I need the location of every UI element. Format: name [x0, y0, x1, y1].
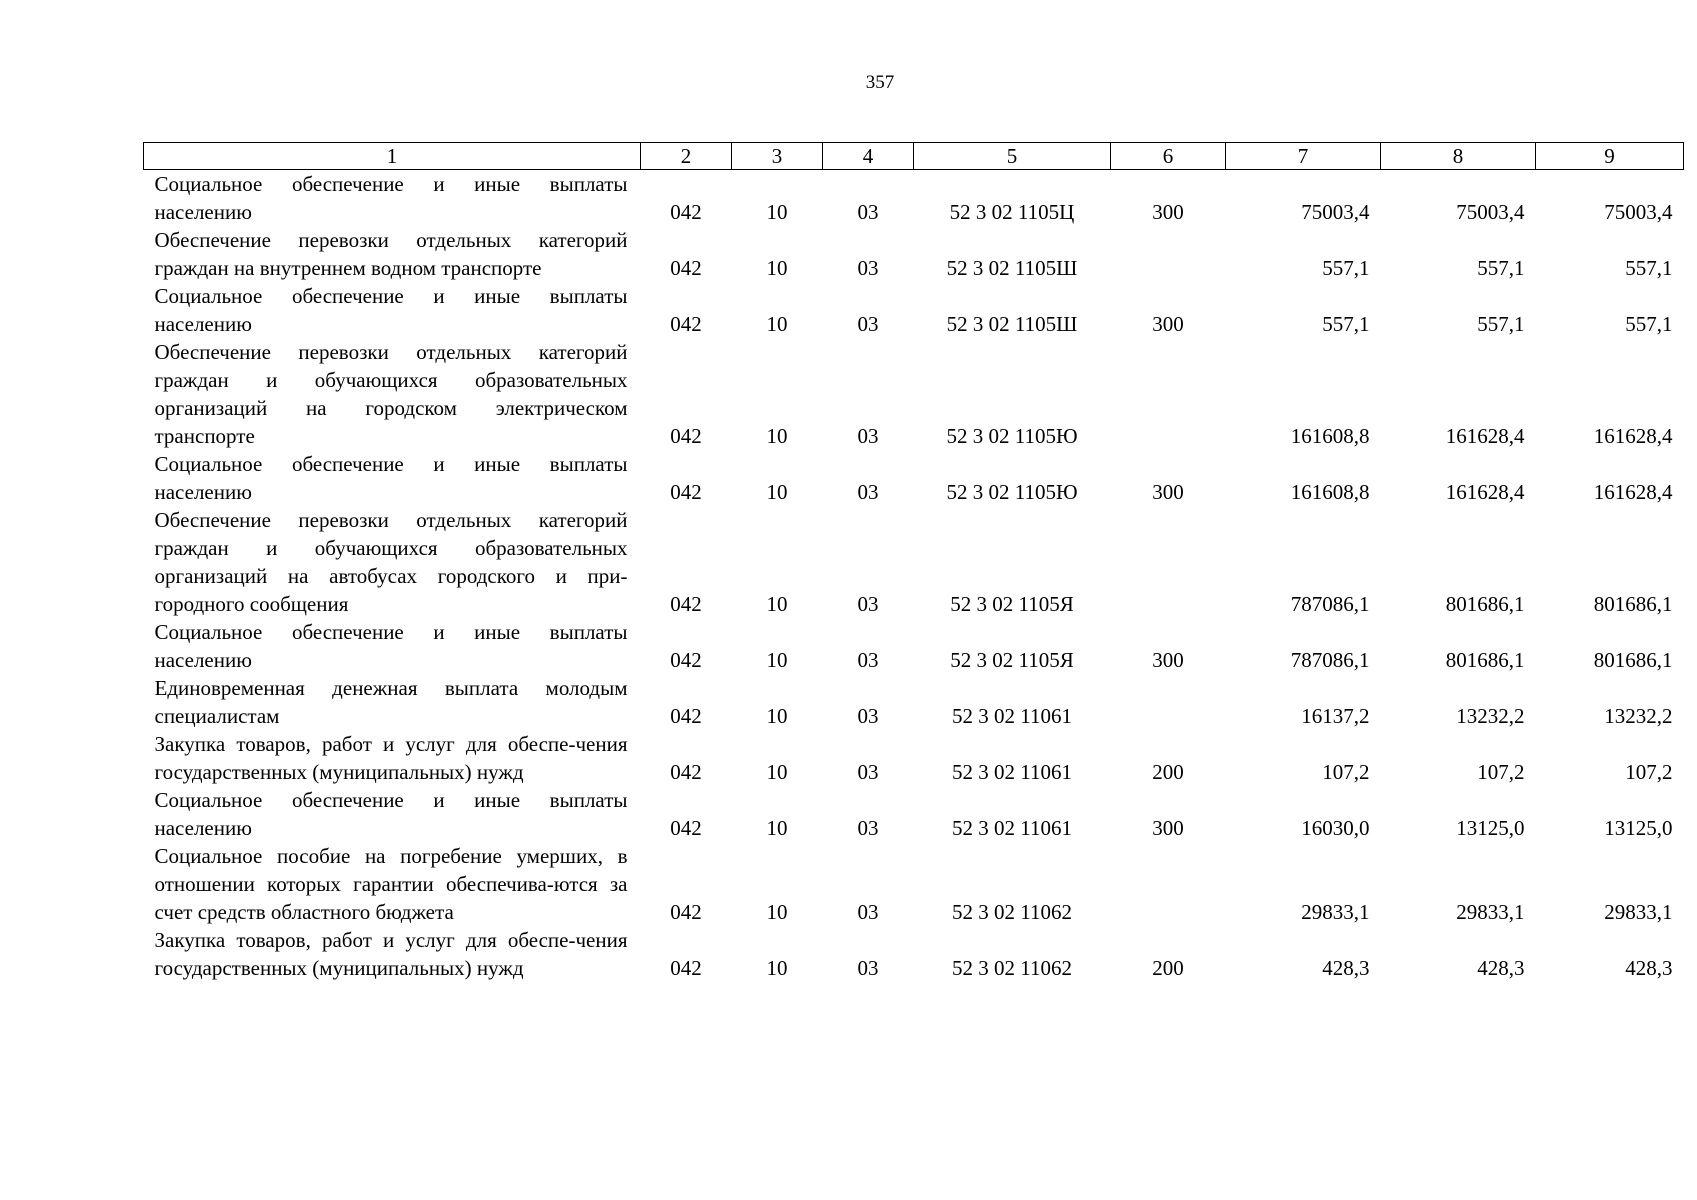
cell-expense-type: [1111, 674, 1226, 730]
cell-subsection: 03: [857, 424, 879, 448]
cell-expense-type: [1111, 842, 1226, 926]
cell-amount-year2: 107,2: [1477, 760, 1525, 784]
row-name: Социальное обеспечение и иные выплаты населению: [154, 452, 628, 504]
row-name: Обеспечение перевозки отдельных категорий граждан и обучающихся образовательных организаций на автобусах городского и при-городного сообщения: [154, 508, 628, 616]
cell-expense-type: [1111, 226, 1226, 282]
cell-section: 10: [766, 200, 788, 224]
table-row: [144, 170, 1684, 227]
cell-section: 10: [766, 760, 788, 784]
cell-subsection: 03: [857, 956, 879, 980]
cell-subsection: 03: [857, 900, 879, 924]
cell-amount-year1: 75003,4: [1301, 200, 1370, 224]
cell-admin-code: 042: [670, 900, 702, 924]
cell-expense-type: [1111, 338, 1226, 450]
table-row: [144, 506, 1684, 618]
header-row: [144, 143, 1684, 170]
page-number: 357: [865, 72, 895, 93]
cell-section: 10: [766, 424, 788, 448]
cell-amount-year2: 428,3: [1477, 956, 1525, 980]
cell-amount-year1: 787086,1: [1290, 648, 1370, 672]
cell-section: 10: [766, 312, 788, 336]
cell-subsection: 03: [857, 648, 879, 672]
cell-amount-year3: 557,1: [1625, 312, 1673, 336]
cell-admin-code: 042: [670, 648, 702, 672]
row-name: Социальное обеспечение и иные выплаты населению: [154, 620, 628, 672]
cell-subsection: 03: [857, 816, 879, 840]
cell-section: 10: [766, 480, 788, 504]
cell-expense-type: 300: [1152, 816, 1184, 840]
cell-target-article: 52 3 02 11061: [952, 704, 1072, 728]
table-row: [144, 730, 1684, 786]
row-name: Социальное обеспечение и иные выплаты населению: [154, 788, 628, 840]
cell-section: 10: [766, 648, 788, 672]
cell-amount-year1: 787086,1: [1290, 592, 1370, 616]
cell-amount-year1: 29833,1: [1301, 900, 1370, 924]
table-body: [144, 170, 1684, 983]
cell-expense-type: 300: [1152, 200, 1184, 224]
table-row: [144, 226, 1684, 282]
row-name: Единовременная денежная выплата молодым специалистам: [154, 676, 628, 728]
cell-admin-code: 042: [670, 256, 702, 280]
cell-amount-year1: 161608,8: [1290, 480, 1370, 504]
cell-subsection: 03: [857, 480, 879, 504]
cell-section: 10: [766, 256, 788, 280]
cell-amount-year3: 13232,2: [1604, 704, 1673, 728]
table-header: [144, 143, 1684, 170]
column-header: 4: [823, 143, 914, 170]
cell-subsection: 03: [857, 256, 879, 280]
table-row: [144, 674, 1684, 730]
cell-section: 10: [766, 816, 788, 840]
cell-section: 10: [766, 592, 788, 616]
cell-target-article: 52 3 02 11061: [952, 816, 1072, 840]
cell-amount-year1: 107,2: [1322, 760, 1370, 784]
cell-amount-year2: 161628,4: [1445, 424, 1525, 448]
cell-target-article: 52 3 02 1105Ю: [946, 424, 1078, 448]
cell-amount-year3: 161628,4: [1593, 424, 1673, 448]
cell-admin-code: 042: [670, 312, 702, 336]
cell-amount-year1: 557,1: [1322, 256, 1370, 280]
cell-target-article: 52 3 02 1105Ц: [949, 200, 1075, 224]
table-row: [144, 842, 1684, 926]
cell-amount-year2: 75003,4: [1456, 200, 1525, 224]
cell-amount-year1: 16137,2: [1301, 704, 1370, 728]
cell-section: 10: [766, 704, 788, 728]
cell-amount-year2: 557,1: [1477, 256, 1525, 280]
table-row: [144, 282, 1684, 338]
cell-subsection: 03: [857, 592, 879, 616]
cell-amount-year3: 75003,4: [1604, 200, 1673, 224]
cell-amount-year3: 801686,1: [1593, 592, 1673, 616]
cell-section: 10: [766, 956, 788, 980]
cell-amount-year2: 557,1: [1477, 312, 1525, 336]
cell-amount-year2: 29833,1: [1456, 900, 1525, 924]
cell-amount-year1: 161608,8: [1290, 424, 1370, 448]
cell-amount-year3: 107,2: [1625, 760, 1673, 784]
column-header: 8: [1381, 143, 1536, 170]
budget-table: [143, 142, 1684, 982]
cell-admin-code: 042: [670, 592, 702, 616]
cell-admin-code: 042: [670, 200, 702, 224]
cell-amount-year2: 801686,1: [1445, 648, 1525, 672]
cell-amount-year3: 161628,4: [1593, 480, 1673, 504]
cell-expense-type: 300: [1152, 480, 1184, 504]
row-name: Социальное пособие на погребение умерших, в отношении которых гарантии обеспечива-ются за счет средств областного бюджета: [154, 844, 628, 924]
cell-target-article: 52 3 02 1105Ш: [946, 256, 1078, 280]
cell-amount-year3: 428,3: [1625, 956, 1673, 980]
cell-admin-code: 042: [670, 704, 702, 728]
table-row: [144, 450, 1684, 506]
cell-amount-year3: 29833,1: [1604, 900, 1673, 924]
column-header: 7: [1226, 143, 1381, 170]
cell-subsection: 03: [857, 200, 879, 224]
cell-amount-year1: 557,1: [1322, 312, 1370, 336]
table-row: [144, 618, 1684, 674]
row-name: Закупка товаров, работ и услуг для обеспе-чения государственных (муниципальных) нужд: [154, 732, 628, 784]
cell-target-article: 52 3 02 11061: [952, 760, 1072, 784]
cell-amount-year1: 16030,0: [1301, 816, 1370, 840]
column-header: 9: [1536, 143, 1684, 170]
row-name: Обеспечение перевозки отдельных категорий граждан и обучающихся образовательных организаций на городском электрическом транспорте: [154, 340, 628, 448]
cell-target-article: 52 3 02 1105Я: [950, 648, 1074, 672]
cell-target-article: 52 3 02 1105Ш: [946, 312, 1078, 336]
cell-expense-type: 200: [1152, 956, 1184, 980]
cell-subsection: 03: [857, 760, 879, 784]
cell-expense-type: 200: [1152, 760, 1184, 784]
cell-admin-code: 042: [670, 816, 702, 840]
cell-amount-year2: 801686,1: [1445, 592, 1525, 616]
cell-admin-code: 042: [670, 760, 702, 784]
cell-admin-code: 042: [670, 956, 702, 980]
column-header: 6: [1111, 143, 1226, 170]
cell-admin-code: 042: [670, 424, 702, 448]
cell-amount-year1: 428,3: [1322, 956, 1370, 980]
cell-amount-year2: 13232,2: [1456, 704, 1525, 728]
cell-target-article: 52 3 02 1105Ю: [946, 480, 1078, 504]
cell-expense-type: 300: [1152, 312, 1184, 336]
column-header: 2: [641, 143, 732, 170]
cell-amount-year2: 161628,4: [1445, 480, 1525, 504]
table-row: [144, 786, 1684, 842]
cell-subsection: 03: [857, 312, 879, 336]
column-header: 3: [732, 143, 823, 170]
cell-amount-year3: 13125,0: [1604, 816, 1673, 840]
cell-target-article: 52 3 02 11062: [952, 956, 1072, 980]
cell-section: 10: [766, 900, 788, 924]
row-name: Социальное обеспечение и иные выплаты населению: [154, 172, 628, 224]
row-name: Закупка товаров, работ и услуг для обеспе-чения государственных (муниципальных) нужд: [154, 928, 628, 980]
row-name: Обеспечение перевозки отдельных категорий граждан на внутреннем водном транспорте: [154, 228, 628, 280]
cell-target-article: 52 3 02 11062: [952, 900, 1072, 924]
cell-admin-code: 042: [670, 480, 702, 504]
table-row: [144, 338, 1684, 450]
column-header: 1: [144, 143, 641, 170]
column-header: 5: [914, 143, 1111, 170]
cell-amount-year3: 557,1: [1625, 256, 1673, 280]
row-name: Социальное обеспечение и иные выплаты населению: [154, 284, 628, 336]
cell-target-article: 52 3 02 1105Я: [950, 592, 1074, 616]
cell-subsection: 03: [857, 704, 879, 728]
cell-expense-type: 300: [1152, 648, 1184, 672]
table-row: [144, 926, 1684, 982]
cell-amount-year3: 801686,1: [1593, 648, 1673, 672]
cell-amount-year2: 13125,0: [1456, 816, 1525, 840]
cell-expense-type: [1111, 506, 1226, 618]
